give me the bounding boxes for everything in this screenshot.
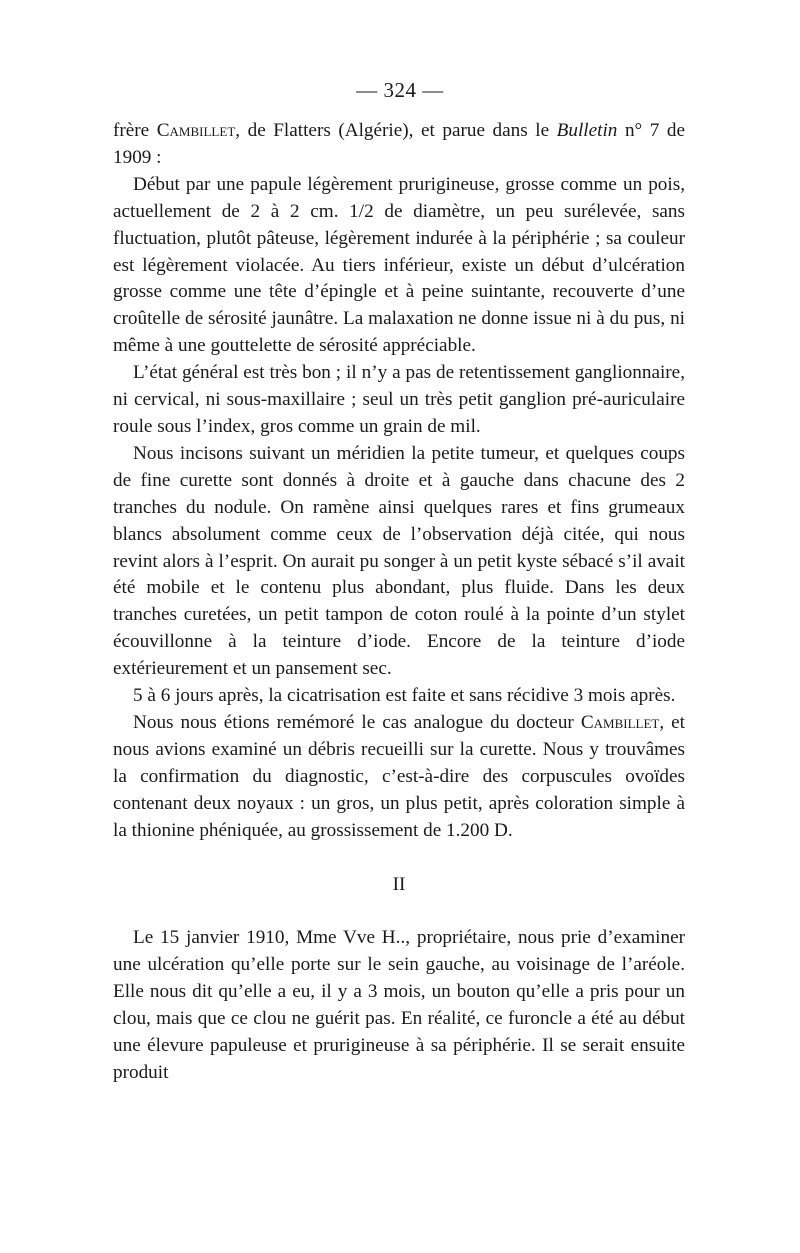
p1-text-a: frère [113,120,157,141]
author-name: Cambillet [156,120,236,141]
paragraph-4: Nous incisons suivant un méridien la petite tumeur, et quelques coups de fine curette sont donnés à droite et à gauche dans chacune des 2 tranches du nodule. On ramène ainsi quelques rares et fins grumeaux blancs absolument comme ceux de l’observation déjà citée, qui nous revint alors à l’esprit. On aurait pu songer à un petit kyste sébacé s’il avait été mobile et le contenu plus abondant, plus fluide. Dans les deux tranches curetées, un petit tampon de coton roulé à la pointe d’un stylet écouvillonne à la teinture d’iode. Encore de la teinture d’iode extérieurement et un pansement sec. [113,442,685,680]
paragraph-7: Le 15 janvier 1910, Mme Vve H.., propriétaire, nous prie d’examiner une ulcération qu’elle porte sur le sein gauche, au voisinage de l’aréole. Elle nous dit qu’elle a eu, il y a 3 mois, un bouton qu’elle a pris pour un clou, mais que ce clou ne guérit pas. En réalité, ce furoncle a été au début une élevure papuleuse et prurigineuse à sa périphérie. Il se serait ensuite produit [113,927,685,1083]
page-number: — 324 — [356,78,444,102]
p6-text-a: Nous nous étions remémoré le cas analogue du docteur [133,711,581,733]
p1-text-c: n° 7 de 1909 : [113,120,686,168]
body-text [113,118,685,1087]
p1-text-b: , de Flatters (Algérie), et parue dans le [235,120,557,141]
paragraph-5: 5 à 6 jours après, la cicatrisation est faite et sans récidive 3 mois après. [133,685,676,707]
paragraph-6 [113,710,685,845]
paragraph-2: Début par une papule légèrement prurigineuse, grosse comme un pois, actuellement de 2 à 2 cm. 1/2 de diamètre, un peu surélevée, sans fluctuation, plutôt pâteuse, légèrement indurée à la périphérie ; sa couleur est légèrement violacée. Au tiers inférieur, existe un début d’ulcération grosse comme une tête d’épingle et à peine suintante, recouverte d’une croûtelle de sérosité jaunâtre. La malaxation ne donne issue ni à du pus, ni même à une gouttelette de sérosité appréciable. [113,173,685,357]
paragraph-3: L’état général est très bon ; il n’y a pas de retentissement ganglionnaire, ni cervical, ni sous-maxillaire ; seul un très petit ganglion pré-auriculaire roule sous l’index, gros comme un grain de mil. [113,362,685,437]
journal-title: Bulletin [556,120,618,141]
section-heading: II [392,874,406,896]
paragraph-1 [113,118,685,172]
doctor-name: Cambillet [580,711,660,733]
p6-text-b: , et nous avions examiné un débris recueilli sur la curette. Nous y trouvâmes la confirmation du diagnostic, c’est-à-dire des corpuscules ovoïdes contenant deux noyaux : un gros, un plus petit, après coloration simple à la thionine phéniquée, au grossissement de 1.200 D. [113,711,686,841]
